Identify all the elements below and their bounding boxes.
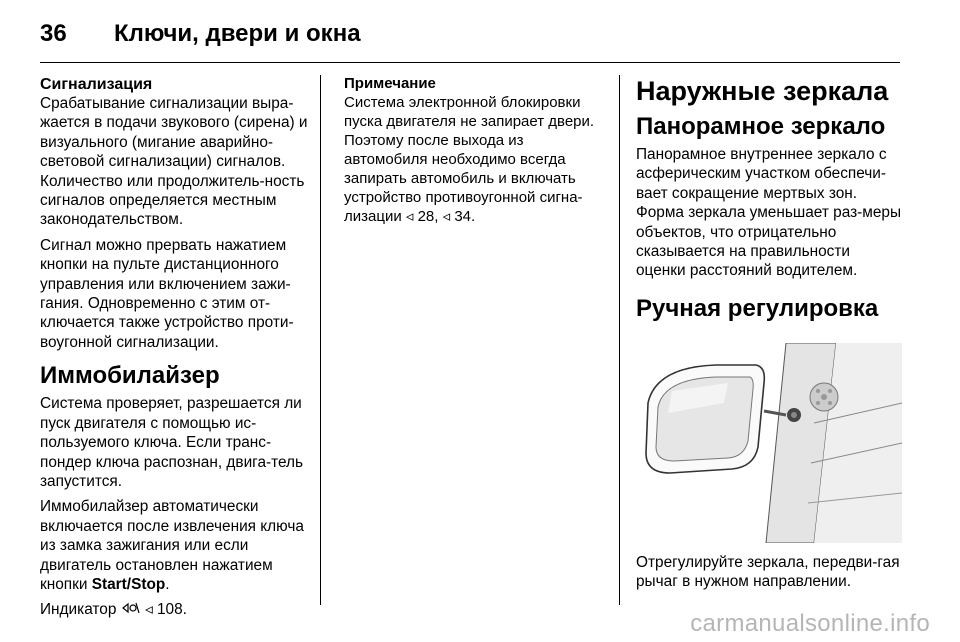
alarm-paragraph-1: Срабатывание сигнализации выра-жается в подачи звукового (сирена) и визуального (мигание аварийно-световой сигнализации) сигналов. Количество или продолжитель-ность сигналов определяется местным законодательством. bbox=[40, 95, 308, 229]
immobilizer-heading: Иммобилайзер bbox=[40, 362, 220, 390]
column-divider bbox=[320, 75, 321, 605]
panoramic-paragraph: Панорамное внутреннее зеркало с асферическим участком обеспечи-вает сокращение мертвых зон. Форма зеркала уменьшает раз-меры объектов, что отрицательно сказывается на правильности оценки расстояний водителем. bbox=[636, 146, 902, 280]
note-title: Примечание bbox=[344, 75, 436, 92]
period: . bbox=[165, 575, 170, 593]
reference-arrow-icon: ◃ bbox=[144, 601, 153, 619]
column-divider bbox=[619, 75, 620, 605]
reference-arrow-icon: ◃ bbox=[405, 208, 414, 225]
alarm-paragraph-2: Сигнал можно прервать нажатием кнопки на пульте дистанционного управления или включением зажи-гания. Одновременно с этим от-ключается также устройство проти-воугонной сигнализации. bbox=[40, 236, 294, 351]
watermark: carmanualsonline.info bbox=[690, 610, 930, 637]
indicator-line bbox=[40, 600, 312, 619]
page-number: 36 bbox=[40, 20, 67, 47]
note-column bbox=[344, 75, 606, 232]
indicator-label: Индикатор bbox=[40, 601, 121, 619]
note-body: Система электронной блокировки пуска двигателя не запирает двери. Поэтому после выхода из автомобиля необходимо всегда запирать автомобиль и включать устройство противоугонной сигна-лизации bbox=[344, 94, 595, 225]
immobilizer-text: Иммобилайзер автоматически включается после извлечения ключа из замка зажигания или если двигатель остановлен нажатием кнопки bbox=[40, 498, 304, 593]
note-text bbox=[344, 93, 606, 226]
page-reference: 34. bbox=[454, 208, 476, 225]
start-stop-label: Start/Stop bbox=[91, 575, 166, 593]
immobilizer-paragraph-1: Система проверяет, разрешается ли пуск двигателя с помощью ис-пользуемого ключа. Если транс-пондер ключа распознан, двига-тель запустится. bbox=[40, 395, 304, 490]
reference-arrow-icon: ◃ bbox=[442, 208, 451, 225]
page-title: Ключи, двери и окна bbox=[114, 20, 361, 47]
header-rule bbox=[40, 62, 900, 63]
mirrors-heading: Наружные зеркала bbox=[636, 76, 889, 106]
key-lock-indicator-icon bbox=[121, 601, 141, 618]
alarm-heading: Сигнализация bbox=[40, 76, 153, 93]
mirror-adjust-illustration bbox=[636, 343, 902, 543]
page-reference: 108. bbox=[157, 601, 187, 619]
page-header bbox=[40, 14, 361, 54]
column-right bbox=[636, 75, 902, 598]
immobilizer-paragraph-2 bbox=[40, 497, 312, 594]
manual-adjustment-paragraph: Отрегулируйте зеркала, передви-гая рычаг в нужном направлении. bbox=[636, 553, 900, 591]
manual-adjustment-heading: Ручная регулировка bbox=[636, 294, 879, 322]
column-left bbox=[40, 75, 312, 626]
panoramic-mirror-heading: Панорамное зеркало bbox=[636, 113, 886, 140]
page-reference: 28, bbox=[417, 208, 439, 225]
